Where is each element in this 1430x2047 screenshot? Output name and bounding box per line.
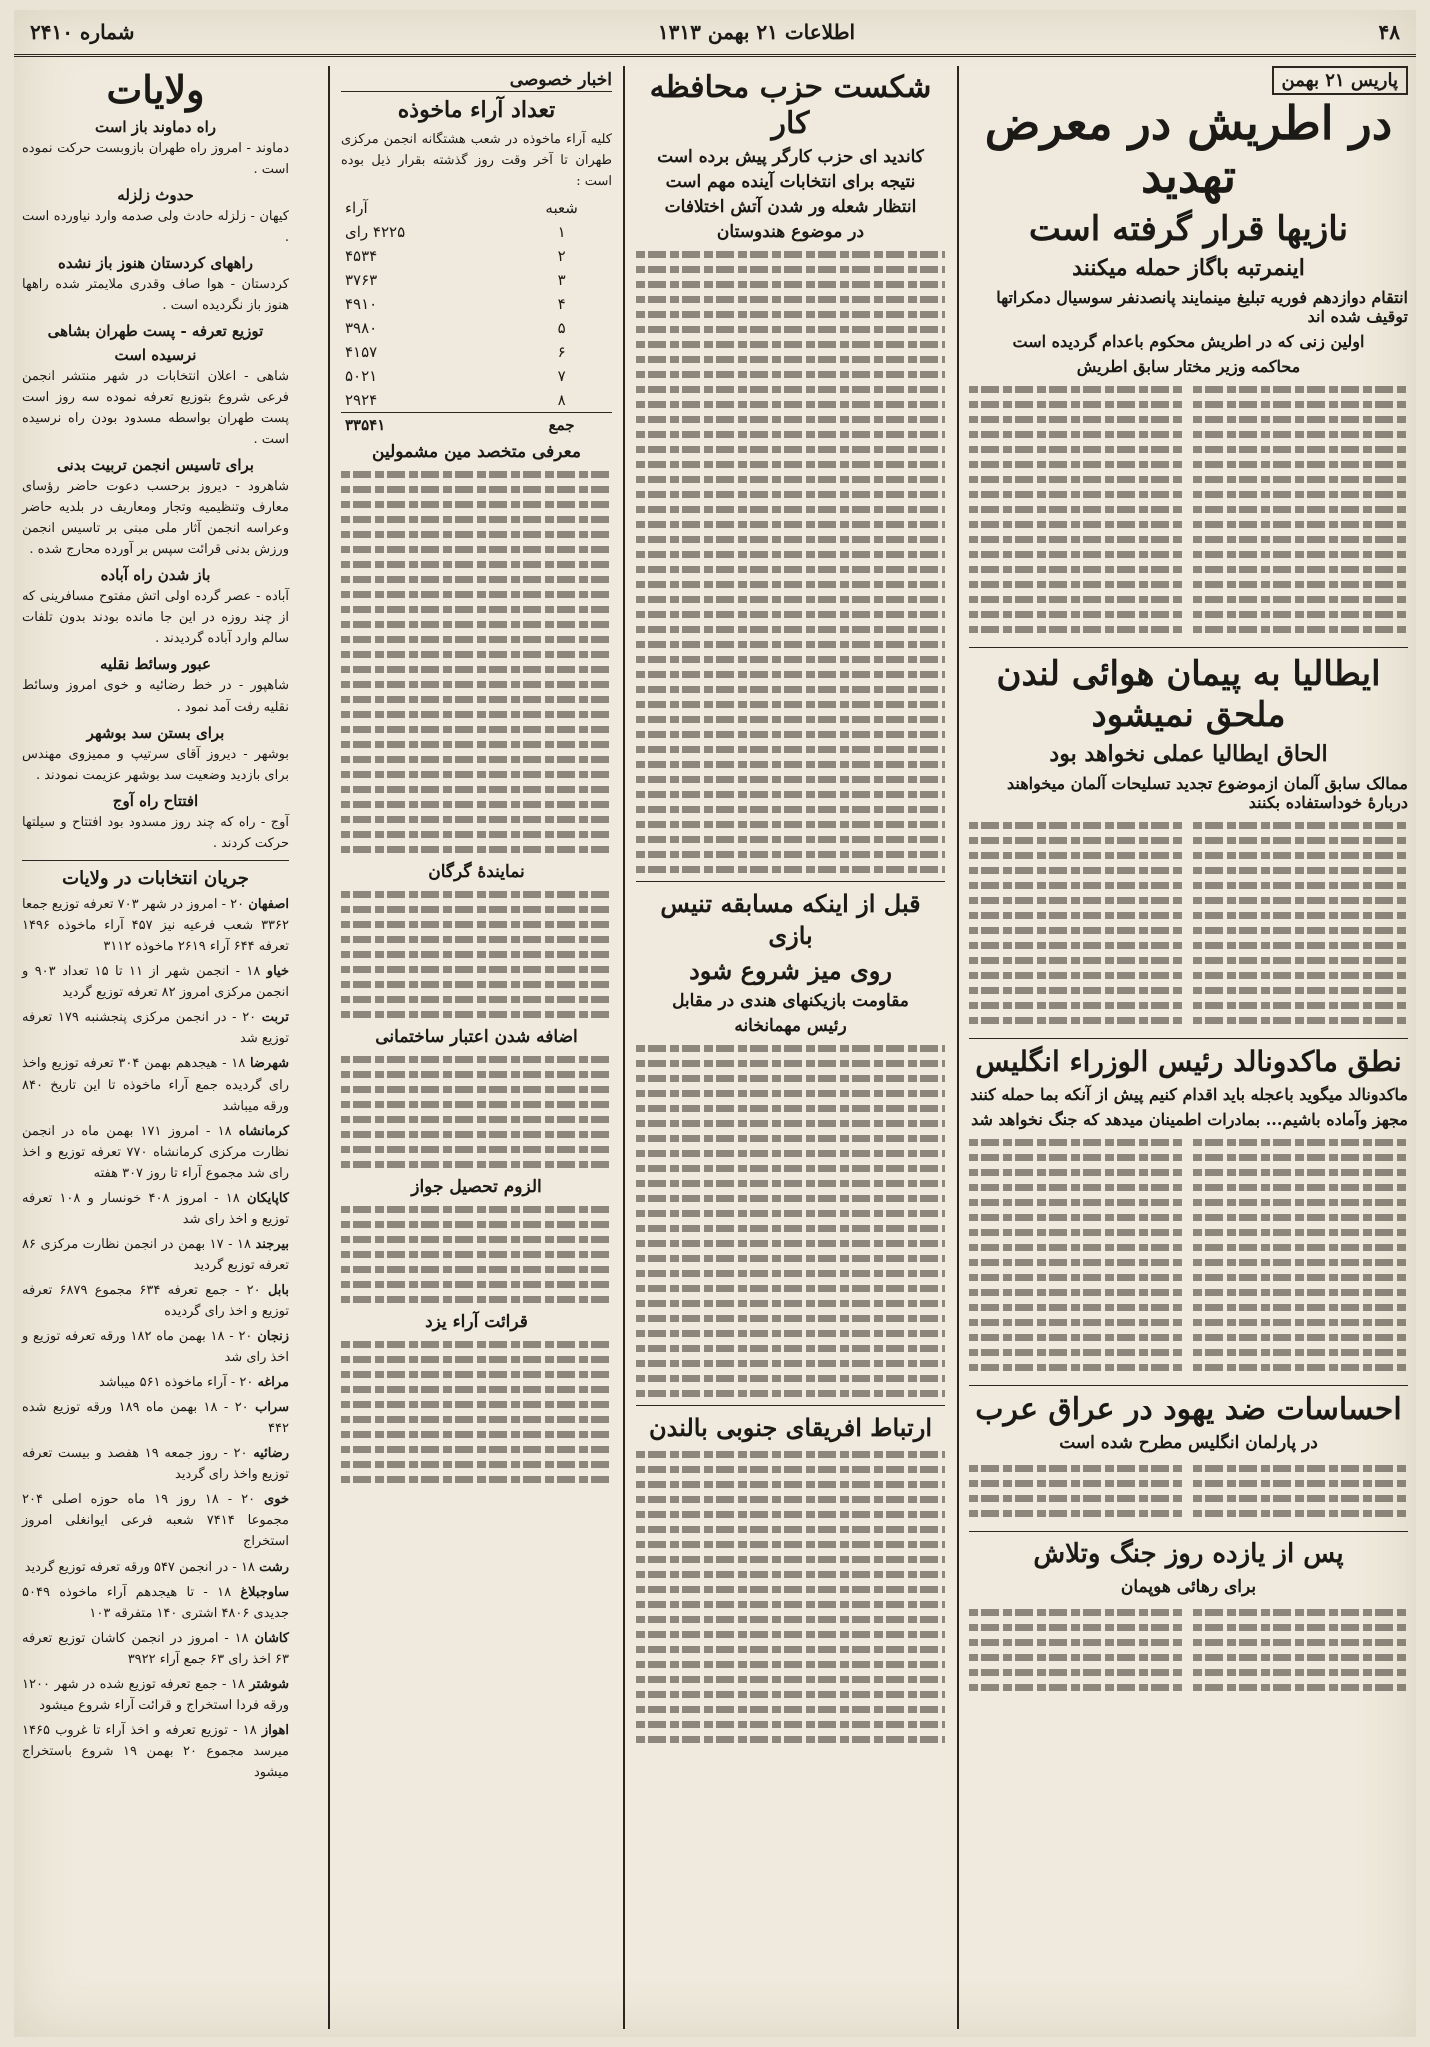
war-headline: پس از یازده روز جنگ وتلاش <box>1033 1539 1344 1570</box>
macdonald-sub: ماکدونالد میگوید باعجله باید اقدام کنیم پیش از آنکه بما حمله کنند <box>970 1084 1408 1104</box>
tennis-headline-2: روی میز شروع شود <box>689 955 892 985</box>
election-text: ۲۰ - روز جمعه ۱۹ هفصد و بیست تعرفه توزیع واخذ رای گردید <box>22 1446 289 1483</box>
votes-row <box>341 268 612 292</box>
votes-total-label: جمع <box>511 412 612 437</box>
election-item <box>22 1582 289 1624</box>
conservative-headline: شکست حزب محافظه کار <box>649 70 932 141</box>
province-item-text: آوج - راه که چند روز مسدود بود افتتاح و سیلتها حرکت کردند . <box>22 814 289 851</box>
provinces-list <box>22 118 289 854</box>
province-item-head: باز شدن راه آباده <box>100 566 211 585</box>
votes-branch: ۱ <box>557 222 566 241</box>
election-item <box>22 1188 289 1230</box>
election-item <box>22 1326 289 1368</box>
passport-headline: الزوم تحصیل جواز <box>411 1177 542 1198</box>
gorgan-headline: نمایندهٔ گرگان <box>428 861 525 882</box>
article-body-columns <box>969 378 1408 641</box>
column-foreign-news <box>961 66 1416 2029</box>
war-body <box>969 1601 1408 1699</box>
election-item <box>22 1557 289 1578</box>
election-city: اهواز <box>261 1722 289 1738</box>
votes-branch: ۳ <box>557 270 566 289</box>
lead-line: انتقام دوازدهم فوریه تبلیغ مینمایند پانصدنفر سوسیال دمکراتها توقیف شده اند <box>996 288 1408 327</box>
votes-branch: ۲ <box>557 246 566 265</box>
province-item-head: عبور وسائط نقلیه <box>99 655 211 674</box>
election-item <box>22 1121 289 1184</box>
province-item-head: افتتاح راه آوج <box>112 791 199 810</box>
election-item <box>22 1372 289 1393</box>
votes-count: ۳۷۶۳ <box>345 270 378 289</box>
suspects-body <box>341 471 612 853</box>
election-text: ۱۸ - جمع تعرفه توزیع شده در شهر ۱۲۰۰ ورقه فردا استخراج و قرائت آراء شروع میشود <box>22 1676 289 1713</box>
election-text: ۲۰ - ۱۸ بهمن ماه ۱۸۹ ورقه توزیع شده ۴۴۲ <box>22 1400 289 1437</box>
election-text: ۱۸ - انجمن شهر از ۱۱ تا ۱۵ تعداد ۹۰۳ و انجمن مرکزی امروز ۸۲ تعرفه توزیع گردید <box>22 964 289 1001</box>
province-item-head: برای تاسیس انجمن تربیت بدنی <box>57 456 254 475</box>
votes-col-count: آراء <box>345 198 368 217</box>
tennis-sub-2: رئیس مهمانخانه <box>734 1016 847 1037</box>
province-item-text: کیهان - زلزله حادث ولی صدمه وارد نیاورده است . <box>22 208 289 245</box>
votes-intro: کلیه آراء ماخوذه در شعب هشتگانه انجمن مرکزی طهران تا آخر وقت روز گذشته بقرار ذیل بوده است : <box>341 131 612 189</box>
election-city: بابل <box>267 1282 289 1298</box>
votes-branch: ۵ <box>557 318 566 337</box>
provinces-title: ولایات <box>106 67 205 112</box>
election-city: مراغه <box>257 1375 289 1391</box>
election-city: رضائیه <box>253 1446 289 1462</box>
column-rule <box>957 66 959 2029</box>
election-item <box>22 1280 289 1322</box>
gorgan-body <box>341 891 612 1018</box>
votes-count: ۴۹۱۰ <box>345 294 378 313</box>
votes-branch: ۷ <box>557 366 566 385</box>
jews-iraq-headline: احساسات ضد یهود در عراق عرب <box>975 1391 1402 1427</box>
election-text: ۲۰ - ۱۸ بهمن ماه ۱۸۲ ورقه تعرفه توزیع و اخذ رای شد <box>22 1329 289 1366</box>
votes-count: ۵۰۲۱ <box>345 366 378 385</box>
election-item <box>22 1053 289 1116</box>
column-special-news <box>333 66 620 2029</box>
province-item-head: حدوث زلزله <box>117 185 194 204</box>
votes-count: ۴۲۲۵ رای <box>345 222 406 241</box>
province-item-text: دماوند - امروز راه طهران بازوبست حرکت نموده است . <box>22 140 289 177</box>
votes-branch: ۸ <box>557 390 566 409</box>
election-item <box>22 894 289 957</box>
votes-row <box>341 364 612 388</box>
africa-headline: ارتباط افریقای جنوبی بالندن <box>649 1413 932 1443</box>
page-number: ۴۸ <box>1378 20 1400 44</box>
buildings-headline: اضافه شدن اعتبار ساختمانی <box>375 1027 578 1048</box>
conservative-sub: انتظار شعله ور شدن آتش اختلافات <box>664 197 917 218</box>
issue-number: شماره ۲۴۱۰ <box>30 20 135 44</box>
conservative-sub: در موضوع هندوستان <box>716 222 865 243</box>
votes-col-branch: شعبه <box>545 198 578 217</box>
election-item <box>22 1007 289 1049</box>
province-item-head: راه دماوند باز است <box>95 117 216 136</box>
italy-headline: ایطالیا به پیمان هوائی لندن ملحق نمیشود <box>996 654 1381 735</box>
macdonald-headline: نطق ماکدونالد رئیس الوزراء انگلیس <box>975 1045 1402 1079</box>
paper-date-title: اطلاعات ۲۱ بهمن ۱۳۱۳ <box>657 20 856 44</box>
province-item-text: شاهی - اعلان انتخابات در شهر منتشر انجمن فرعی شروع بتوزیع تعرفه نموده سه روز است پست طهران بواسطه مسدود بودن راه نرسیده است . <box>22 368 289 448</box>
votes-row <box>341 340 612 364</box>
province-item-head: توزیع تعرفه - پست طهران بشاهی <box>47 321 264 340</box>
election-city: زنجان <box>257 1329 289 1345</box>
votes-count: ۴۵۳۴ <box>345 246 378 265</box>
newspaper-page <box>14 10 1416 2037</box>
election-city: ساوجبلاغ <box>240 1584 289 1600</box>
passport-body <box>341 1206 612 1303</box>
italy-lead: ممالک سابق آلمان ازموضوع تجدید تسلیحات آلمان میخواهند دربارهٔ خوداستفاده بکنند <box>1006 774 1408 813</box>
dateline-tag: پاریس ۲۱ بهمن <box>1272 66 1408 95</box>
election-text: ۱۸ - توزیع تعرفه و اخذ آراء تا غروب ۱۴۶۵ میرسد مجموع ۲۰ بهمن ۱۹ شروع باستخراج میشود <box>22 1722 290 1780</box>
election-city: سراب <box>255 1400 289 1416</box>
election-city: تربت <box>261 1010 289 1026</box>
yazd-headline: قرائت آراء یزد <box>425 1312 528 1333</box>
votes-row <box>341 388 612 413</box>
suspects-headline: معرفی متخصد مین مشمولین <box>372 441 581 462</box>
main-subheadline: نازیها قرار گرفته است <box>1028 208 1349 249</box>
election-item <box>22 961 289 1003</box>
province-item-text: بوشهر - دیروز آقای سرتیپ و ممیزوی مهندس برای بازدید وضعیت سد بوشهر عزیمت نمودند . <box>22 746 289 783</box>
election-city: خوی <box>264 1492 289 1508</box>
election-city: رشت <box>259 1559 289 1575</box>
column-conservative-defeat <box>628 66 953 2029</box>
election-item <box>22 1443 289 1485</box>
election-text: ۱۸ - ۱۷ بهمن در انجمن نظارت مرکزی ۸۶ تعرفه توزیع گردید <box>22 1236 289 1273</box>
election-text: ۲۰ - ۱۸ روز ۱۹ ماه حوزه اصلی ۲۰۴ مجموعا ۷۴۱۴ شعبه فرعی ایوانغلی امروز استخراج <box>22 1492 289 1550</box>
election-text: ۱۸ - امروز ۱۷۱ بهمن ماه در انجمن نظارت مرکزی کرمانشاه ۷۷۰ تعرفه توزیع و اخذ رای شد مجموع آراء تا روز ۳۰۷ هفته <box>22 1123 289 1181</box>
election-city: شهرضا <box>249 1056 289 1072</box>
tennis-headline: قبل از اینکه مسابقه تنیس بازی <box>660 889 921 950</box>
election-text: ۱۸ - امروز در انجمن کاشان توزیع تعرفه ۶۳ اخذ رای ۶۳ جمع آراء ۳۹۲۲ <box>22 1630 289 1667</box>
province-item-text: کردستان - هوا صاف وقدری ملایمتر شده راهها هنوز باز نگردیده است . <box>22 276 289 313</box>
lead-line: محاکمه وزیر مختار سابق اطریش <box>1076 357 1301 377</box>
macdonald-body <box>969 1131 1408 1379</box>
election-item <box>22 1234 289 1276</box>
province-item-head: راههای کردستان هنوز باز نشده <box>58 253 253 272</box>
election-city: خیاو <box>266 964 289 980</box>
conservative-body <box>636 251 945 873</box>
province-item-text: شاهرود - دیروز برحسب دعوت حاضر رؤسای معارف وتنظیمیه وتجار ومعاریف در بلدیه حاضر وعراسه انجمن آثار ملی مبنی بر تاسیس انجمن ورزش بدنی قرائت سپس بر آورده محارج شده . <box>22 479 289 558</box>
yazd-body <box>341 1341 612 1483</box>
column-rule <box>328 66 330 2029</box>
province-item-head: نرسیده است <box>114 345 197 364</box>
column-provinces <box>14 66 297 2029</box>
election-text: ۲۰ - در انجمن مرکزی پنجشنبه ۱۷۹ تعرفه توزیع شد <box>22 1010 289 1047</box>
election-city: اصفهان <box>248 897 289 913</box>
election-text: ۱۸ - تا هیجدهم آراء ماخوذه ۵۰۴۹ جدیدی ۴۸۰۶ اشتری ۱۴۰ متفرقه ۱۰۳ <box>22 1584 289 1621</box>
election-text: ۲۰ - آراء ماخوذه ۵۶۱ میباشد <box>98 1375 254 1391</box>
election-city: شوشتر <box>249 1676 289 1692</box>
italy-body <box>969 814 1408 1032</box>
tennis-body <box>636 1045 945 1397</box>
masthead-strip <box>14 10 1416 57</box>
votes-total: ۳۳۵۴۱ <box>341 412 511 437</box>
election-text: ۱۸ - امروز ۴۰۸ خونسار و ۱۰۸ تعرفه توزیع و اخذ رای شد <box>22 1190 289 1227</box>
votes-count: ۲۹۲۴ <box>345 390 378 409</box>
province-item-text: آباده - عصر گرده اولی اتش مفتوح مسافرینی که از چند روزه در این جا مانده بودند بدون تلفات سالم وارد آباده گردیدند . <box>22 589 289 647</box>
votes-row <box>341 292 612 316</box>
election-city: کرمانشاه <box>238 1123 290 1139</box>
africa-body <box>636 1451 945 1743</box>
votes-headline: تعداد آراء ماخوذه <box>397 97 556 124</box>
election-item <box>22 1628 289 1670</box>
special-news-label: اخبار خصوصی <box>341 69 612 92</box>
province-item-head: برای بستن سد بوشهر <box>86 723 225 742</box>
italy-subheadline: الحاق ایطالیا عملی نخواهد بود <box>1049 740 1328 767</box>
jews-iraq-sub: در پارلمان انگلیس مطرح شده است <box>1059 1432 1318 1453</box>
votes-count: ۴۱۵۷ <box>345 342 378 361</box>
conservative-sub: کاندید ای حزب کارگر پیش برده است <box>657 147 924 167</box>
election-item <box>22 1674 289 1716</box>
main-headline: در اطریش در معرض تهدید <box>984 96 1393 203</box>
election-item <box>22 1720 289 1783</box>
macdonald-sub-2: مجهز وآماده باشیم... بمادرات اطمینان میدهد که جنگ نخواهد شد <box>971 1109 1408 1129</box>
election-city: بیرجند <box>255 1236 289 1252</box>
election-text: ۱۸ - در انجمن ۵۴۷ ورقه تعرفه توزیع گردید <box>24 1559 255 1575</box>
war-sub: برای رهائی هوپمان <box>1120 1576 1257 1597</box>
lead-line: اولین زنی که در اطریش محکوم باعدام گردیده است <box>1012 332 1365 352</box>
votes-count: ۳۹۸۰ <box>345 318 378 337</box>
election-city: کاپایکان <box>246 1190 289 1206</box>
province-item-text: شاهپور - در خط رضائیه و خوی امروز وسائط نقلیه رفت آمد نمود . <box>22 678 289 715</box>
column-rule <box>623 66 625 2029</box>
election-text: ۲۰ - امروز در شهر ۷۰۳ تعرفه توزیع جمعا ۳۳۶۲ شعب فرعیه نیز ۴۵۷ آراء ماخوذه ۱۴۹۶ تعرفه ۶۴۴ آراء ۲۶۱۹ ماخوذه ۳۱۱۲ <box>22 897 289 955</box>
votes-table <box>341 196 612 437</box>
votes-row <box>341 316 612 340</box>
votes-row <box>341 220 612 244</box>
election-text: ۱۸ - هیجدهم بهمن ۳۰۴ تعرفه توزیع واخذ رای گردیده جمع آراء ماخوذه تا این تاریخ ۸۴۰ ورقه میباشد <box>22 1056 289 1114</box>
votes-row <box>341 244 612 268</box>
tennis-sub: مقاومت بازیکنهای هندی در مقابل <box>672 990 909 1011</box>
elections-list <box>22 894 289 1783</box>
election-city: کاشان <box>254 1630 289 1646</box>
buildings-body <box>341 1056 612 1168</box>
jews-iraq-body <box>969 1457 1408 1525</box>
elections-headline: جریان انتخابات در ولایات <box>62 867 249 889</box>
main-subheadline-2: اینمرتبه باگاز حمله میکنند <box>1072 254 1305 281</box>
votes-branch: ۶ <box>557 342 566 361</box>
votes-branch: ۴ <box>557 294 566 313</box>
conservative-sub: نتیجه برای انتخابات آینده مهم است <box>665 172 916 193</box>
election-item <box>22 1397 289 1439</box>
election-text: ۲۰ - جمع تعرفه ۶۳۴ مجموع ۶۸۷۹ تعرفه توزیع و اخذ رای گردیده <box>22 1282 289 1319</box>
election-item <box>22 1489 289 1552</box>
